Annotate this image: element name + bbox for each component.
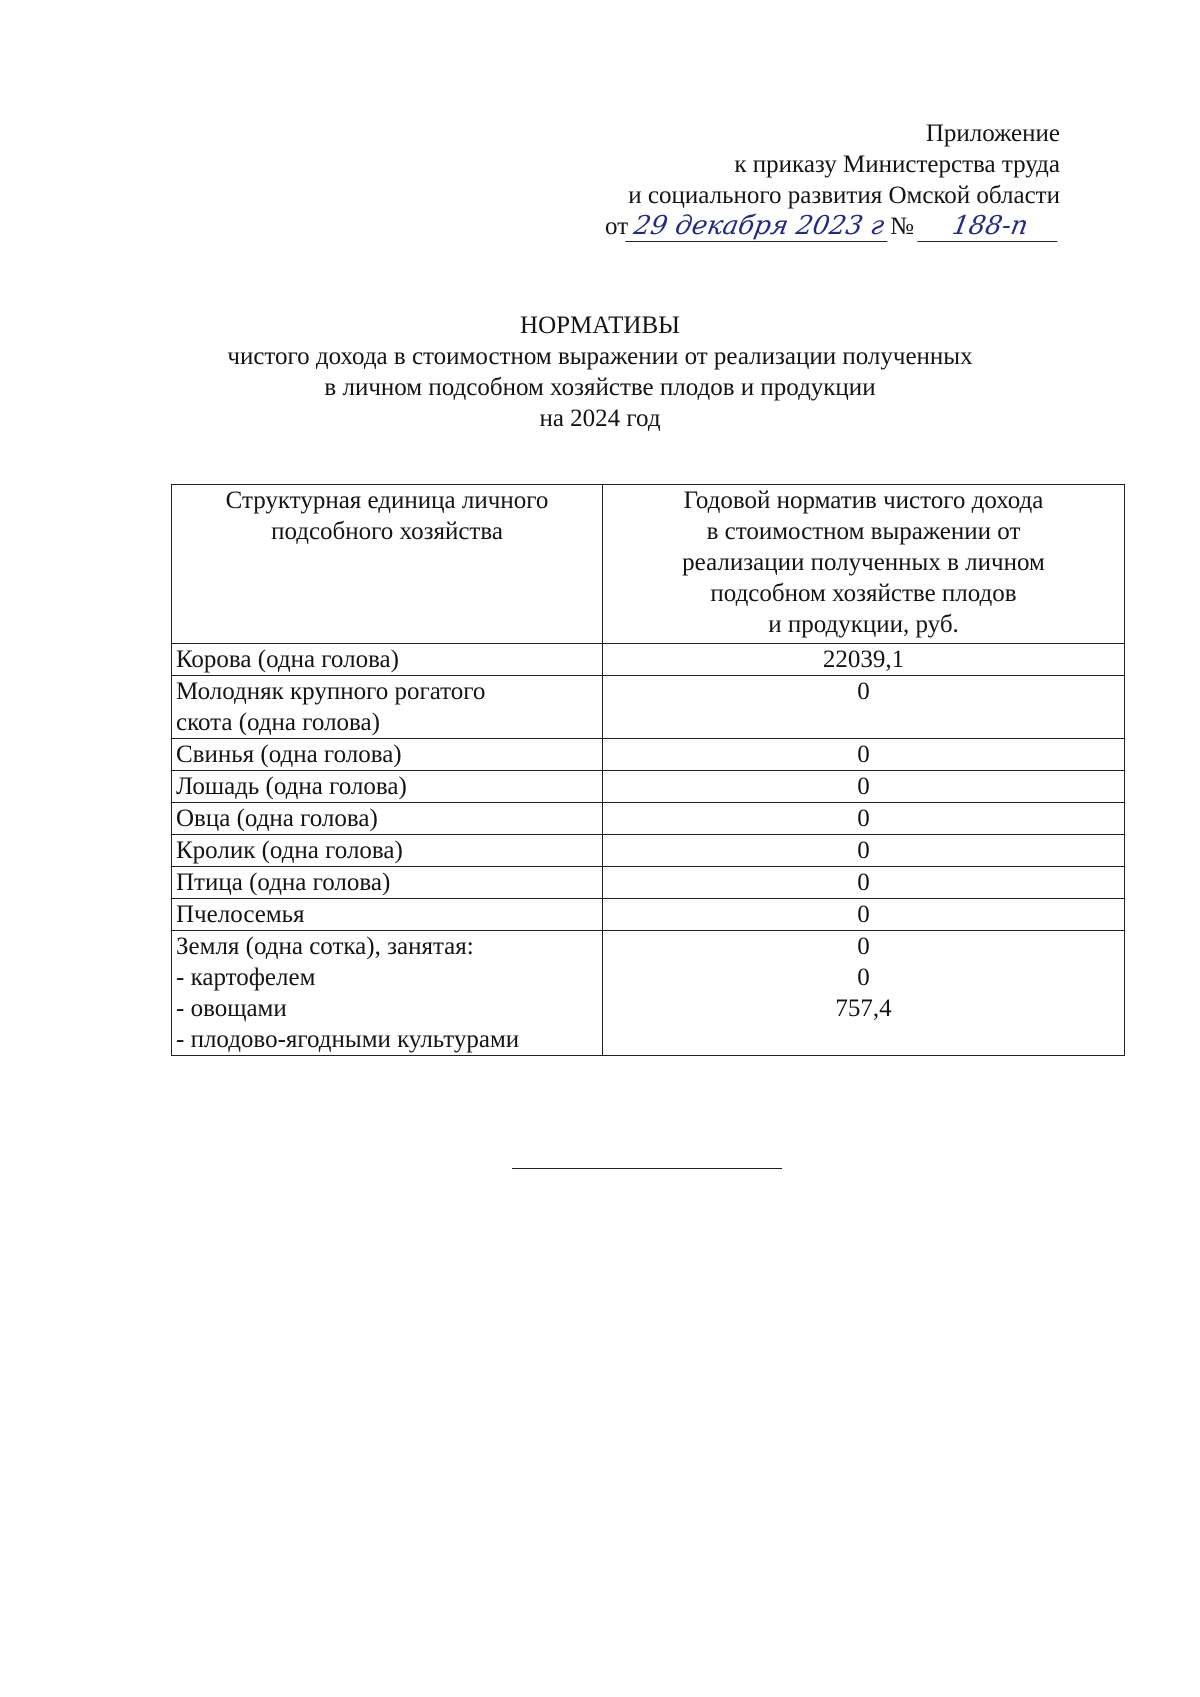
row-value: 0 bbox=[603, 739, 1125, 771]
handwritten-date: 29 декабря 2023 г bbox=[625, 211, 892, 242]
land-item-name: - картофелем bbox=[176, 964, 316, 991]
table-row bbox=[172, 835, 1125, 867]
norms-table bbox=[171, 484, 1125, 1056]
row-name-line: Молодняк крупного рогатого bbox=[176, 678, 486, 705]
row-value: 0 bbox=[603, 835, 1125, 867]
table-row bbox=[172, 739, 1125, 771]
land-item-name: - овощами bbox=[176, 995, 287, 1022]
header-col2-line: и продукции, руб. bbox=[768, 611, 959, 638]
table-row bbox=[172, 771, 1125, 803]
table-row bbox=[172, 803, 1125, 835]
row-name bbox=[172, 676, 603, 739]
table-row bbox=[172, 867, 1125, 899]
row-value: 0 bbox=[603, 899, 1125, 931]
row-name: Лошадь (одна голова) bbox=[172, 771, 603, 803]
table-row-land bbox=[172, 931, 1125, 1056]
number-sign: № bbox=[890, 213, 914, 240]
land-values bbox=[603, 931, 1125, 1056]
row-name: Птица (одна голова) bbox=[172, 867, 603, 899]
land-item-value: 0 bbox=[857, 933, 870, 960]
appendix-header bbox=[605, 118, 1060, 242]
row-value: 0 bbox=[603, 803, 1125, 835]
appendix-order-line: к приказу Министерства труда bbox=[734, 151, 1060, 178]
row-name: Корова (одна голова) bbox=[172, 644, 603, 676]
appendix-label: Приложение bbox=[925, 120, 1060, 147]
header-col2-line: Годовой норматив чистого дохода bbox=[683, 487, 1044, 514]
row-value: 22039,1 bbox=[603, 644, 1125, 676]
title-heading: НОРМАТИВЫ bbox=[520, 312, 680, 339]
table-row bbox=[172, 644, 1125, 676]
title-line-4: на 2024 год bbox=[539, 405, 661, 432]
title-line-2: чистого дохода в стоимостном выражении от реализации полученных bbox=[227, 343, 973, 370]
row-name: Пчелосемья bbox=[172, 899, 603, 931]
document-title bbox=[0, 310, 1200, 434]
row-value: 0 bbox=[603, 771, 1125, 803]
land-item-value: 757,4 bbox=[835, 995, 892, 1022]
row-name-line: скота (одна голова) bbox=[176, 709, 380, 736]
header-col1-line: Структурная единица личного bbox=[225, 487, 549, 514]
header-col2-line: реализации полученных в личном bbox=[682, 549, 1045, 576]
header-structural-unit bbox=[172, 485, 603, 644]
land-item-value: 0 bbox=[857, 964, 870, 991]
header-col2-line: в стоимостном выражении от bbox=[706, 518, 1021, 545]
row-name: Свинья (одна голова) bbox=[172, 739, 603, 771]
row-name: Кролик (одна голова) bbox=[172, 835, 603, 867]
handwritten-number: 188-п bbox=[917, 211, 1062, 242]
header-col1-line: подсобного хозяйства bbox=[271, 518, 503, 545]
land-names bbox=[172, 931, 603, 1056]
row-value: 0 bbox=[603, 867, 1125, 899]
land-item-name: - плодово-ягодными культурами bbox=[176, 1026, 520, 1053]
land-label: Земля (одна сотка), занятая: bbox=[176, 933, 474, 960]
title-line-3: в личном подсобном хозяйстве плодов и продукции bbox=[324, 374, 876, 401]
appendix-ministry-line: и социального развития Омской области bbox=[628, 182, 1060, 209]
closing-divider bbox=[512, 1168, 782, 1169]
table-row bbox=[172, 676, 1125, 739]
header-col2-line: подсобном хозяйстве плодов bbox=[710, 580, 1017, 607]
appendix-date-line bbox=[605, 211, 1060, 242]
table-header-row bbox=[172, 485, 1125, 644]
header-annual-norm bbox=[603, 485, 1125, 644]
table-row bbox=[172, 899, 1125, 931]
date-prefix: от bbox=[605, 213, 629, 240]
row-name: Овца (одна голова) bbox=[172, 803, 603, 835]
row-value: 0 bbox=[603, 676, 1125, 739]
